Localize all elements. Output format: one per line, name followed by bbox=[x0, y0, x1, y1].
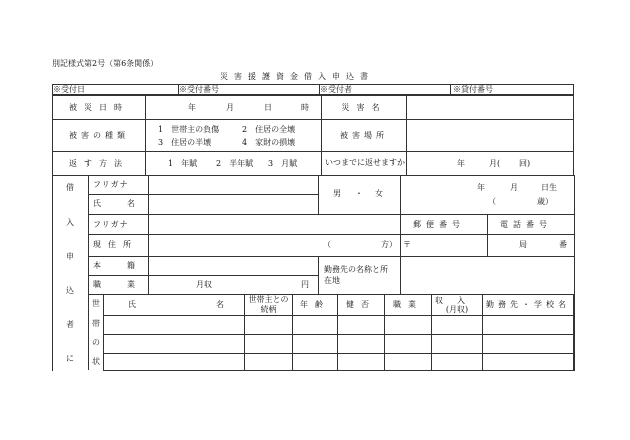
phone-label: 電話番号 bbox=[500, 220, 552, 229]
row-line bbox=[88, 194, 318, 195]
received-by-cell[interactable] bbox=[320, 85, 451, 95]
col-name-header bbox=[104, 295, 245, 316]
row-line bbox=[88, 256, 574, 257]
repay-times-unit: 回) bbox=[519, 159, 531, 168]
furigana2-label: フリガナ bbox=[93, 220, 129, 229]
loan-no-label: ※貸付番号 bbox=[453, 85, 493, 94]
applicant-side-divider bbox=[88, 175, 89, 370]
row-line bbox=[88, 214, 574, 215]
disaster-name-label: 災害名 bbox=[341, 102, 387, 112]
employer-label: 勤務先の名称と所在地 bbox=[324, 265, 388, 285]
member-income-cell[interactable] bbox=[432, 335, 483, 354]
col-income-bottom: (月収) bbox=[445, 305, 469, 314]
member-relation-cell[interactable] bbox=[245, 335, 293, 354]
member-health-cell[interactable] bbox=[338, 354, 385, 371]
member-occupation-cell[interactable] bbox=[385, 335, 432, 354]
col-occupation-label: 職業 bbox=[393, 300, 423, 310]
household-char-2: 帯 bbox=[92, 319, 100, 328]
member-workplace-cell[interactable] bbox=[483, 335, 574, 354]
col-line bbox=[400, 175, 401, 214]
household-char-1: 世 bbox=[92, 299, 100, 308]
col-line bbox=[318, 256, 319, 294]
col-line bbox=[487, 214, 488, 256]
office-use-row bbox=[52, 84, 574, 95]
member-income-cell[interactable] bbox=[432, 316, 483, 335]
table-row bbox=[104, 354, 574, 371]
domicile-label: 本籍 bbox=[93, 261, 161, 270]
sex-male[interactable]: 男 bbox=[333, 189, 341, 198]
address-close: 方） bbox=[381, 240, 397, 249]
member-occupation-cell[interactable] bbox=[385, 354, 432, 371]
member-workplace-cell[interactable] bbox=[483, 316, 574, 335]
side-char-4: 込 bbox=[66, 286, 74, 295]
age-close: 歳） bbox=[537, 197, 553, 206]
date-month-unit: 月 bbox=[226, 103, 234, 112]
col-workplace-label: 勤務先・学校名 bbox=[486, 300, 570, 310]
side-char-6: に bbox=[66, 354, 74, 363]
member-workplace-cell[interactable] bbox=[483, 354, 574, 371]
repay-year-unit: 年 bbox=[457, 159, 465, 168]
damage-place-label: 被害場所 bbox=[340, 130, 388, 140]
damage-option-1[interactable]: 1 世帯主の負傷 bbox=[158, 125, 220, 134]
member-age-cell[interactable] bbox=[293, 335, 338, 354]
date-day-unit: 日 bbox=[264, 103, 272, 112]
damage-place-field[interactable] bbox=[407, 120, 574, 152]
exchange-label: 局 bbox=[519, 240, 527, 249]
damage-type-field[interactable] bbox=[146, 120, 322, 152]
repay-option-2[interactable]: 2 半年賦 bbox=[216, 159, 254, 168]
loan-no-cell[interactable] bbox=[451, 85, 574, 95]
damage-type-label: 被害の種類 bbox=[69, 130, 129, 140]
col-line bbox=[318, 175, 319, 214]
row-line bbox=[88, 275, 318, 276]
member-relation-cell[interactable] bbox=[245, 316, 293, 335]
member-occupation-cell[interactable] bbox=[385, 316, 432, 335]
received-date-cell[interactable] bbox=[53, 85, 179, 95]
postal-code-label: 郵便番号 bbox=[413, 220, 465, 229]
col-income-top: 収入 bbox=[435, 295, 479, 305]
disaster-date-label: 被災日時 bbox=[69, 102, 129, 112]
address-label: 現住所 bbox=[93, 240, 138, 249]
repay-month-unit: 月( bbox=[489, 159, 501, 168]
side-char-2: 入 bbox=[66, 218, 74, 227]
repay-by-when-label: いつまでに返せますか bbox=[325, 158, 405, 168]
member-relation-cell[interactable] bbox=[245, 354, 293, 371]
member-age-cell[interactable] bbox=[293, 354, 338, 371]
side-char-1: 借 bbox=[66, 183, 74, 192]
damage-option-2[interactable]: 2 住居の全壊 bbox=[242, 125, 296, 134]
member-name-cell[interactable] bbox=[104, 316, 245, 335]
birth-day-unit: 日生 bbox=[541, 183, 557, 192]
name-label: 氏名 bbox=[93, 199, 161, 208]
birth-year-unit: 年 bbox=[477, 183, 485, 192]
col-relation-label: 世帯主との続柄 bbox=[248, 295, 289, 314]
birth-month-unit: 月 bbox=[510, 183, 518, 192]
form-label: 別記様式第2号（第6条関係） bbox=[52, 59, 159, 68]
sex-female[interactable]: 女 bbox=[375, 189, 383, 198]
yen-label: 円 bbox=[301, 280, 309, 289]
sex-dot: ・ bbox=[355, 189, 363, 198]
col-name-left: 氏 bbox=[128, 300, 136, 309]
received-by-label: ※受付者 bbox=[320, 85, 352, 94]
date-hour-unit: 時 bbox=[301, 103, 309, 112]
household-char-3: の bbox=[92, 338, 100, 347]
member-name-cell[interactable] bbox=[104, 354, 245, 371]
age-open: （ bbox=[488, 197, 496, 206]
side-char-5: 者 bbox=[66, 320, 74, 329]
received-no-cell[interactable] bbox=[179, 85, 320, 95]
repay-by-when-field[interactable] bbox=[407, 152, 574, 176]
col-age-label: 年齢 bbox=[300, 300, 330, 310]
received-no-label: ※受付番号 bbox=[179, 85, 219, 94]
damage-option-4[interactable]: 4 家財の損壊 bbox=[242, 138, 296, 147]
row-line bbox=[88, 234, 574, 235]
repay-option-3[interactable]: 3 月賦 bbox=[268, 159, 298, 168]
furigana-label: フリガナ bbox=[93, 180, 129, 189]
table-row bbox=[104, 335, 574, 354]
col-name-right: 名 bbox=[216, 300, 224, 309]
repay-method-label: 返す方法 bbox=[69, 158, 129, 168]
repay-option-1[interactable]: 1 年賦 bbox=[168, 159, 198, 168]
member-income-cell[interactable] bbox=[432, 354, 483, 371]
household-table bbox=[103, 294, 574, 371]
page-title: 災害援護資金借入申込書 bbox=[220, 72, 374, 81]
repay-by-when-cell bbox=[322, 152, 407, 176]
address-open: （ bbox=[323, 240, 331, 249]
disaster-section bbox=[52, 95, 574, 176]
member-name-cell[interactable] bbox=[104, 335, 245, 354]
col-line bbox=[400, 214, 401, 256]
received-date-label: ※受付日 bbox=[53, 85, 85, 94]
postal-mark: 〒 bbox=[403, 240, 411, 249]
repay-method-field[interactable] bbox=[146, 152, 322, 176]
monthly-income-label: 月収 bbox=[196, 280, 212, 289]
occupation-label: 職業 bbox=[93, 280, 161, 289]
number-label: 番 bbox=[559, 240, 567, 249]
member-age-cell[interactable] bbox=[293, 316, 338, 335]
col-line bbox=[148, 175, 149, 294]
member-health-cell[interactable] bbox=[338, 335, 385, 354]
side-char-3: 申 bbox=[66, 252, 74, 261]
col-relation-header bbox=[245, 295, 293, 316]
date-year-unit: 年 bbox=[188, 103, 196, 112]
col-health-label: 健否 bbox=[346, 300, 376, 310]
col-line bbox=[400, 256, 401, 294]
household-char-4: 状 bbox=[92, 357, 100, 366]
disaster-name-field[interactable] bbox=[407, 96, 574, 120]
member-health-cell[interactable] bbox=[338, 316, 385, 335]
disaster-date-field[interactable] bbox=[146, 96, 322, 120]
damage-option-3[interactable]: 3 住居の半壊 bbox=[158, 138, 212, 147]
table-row bbox=[104, 316, 574, 335]
col-income-header bbox=[432, 295, 483, 316]
